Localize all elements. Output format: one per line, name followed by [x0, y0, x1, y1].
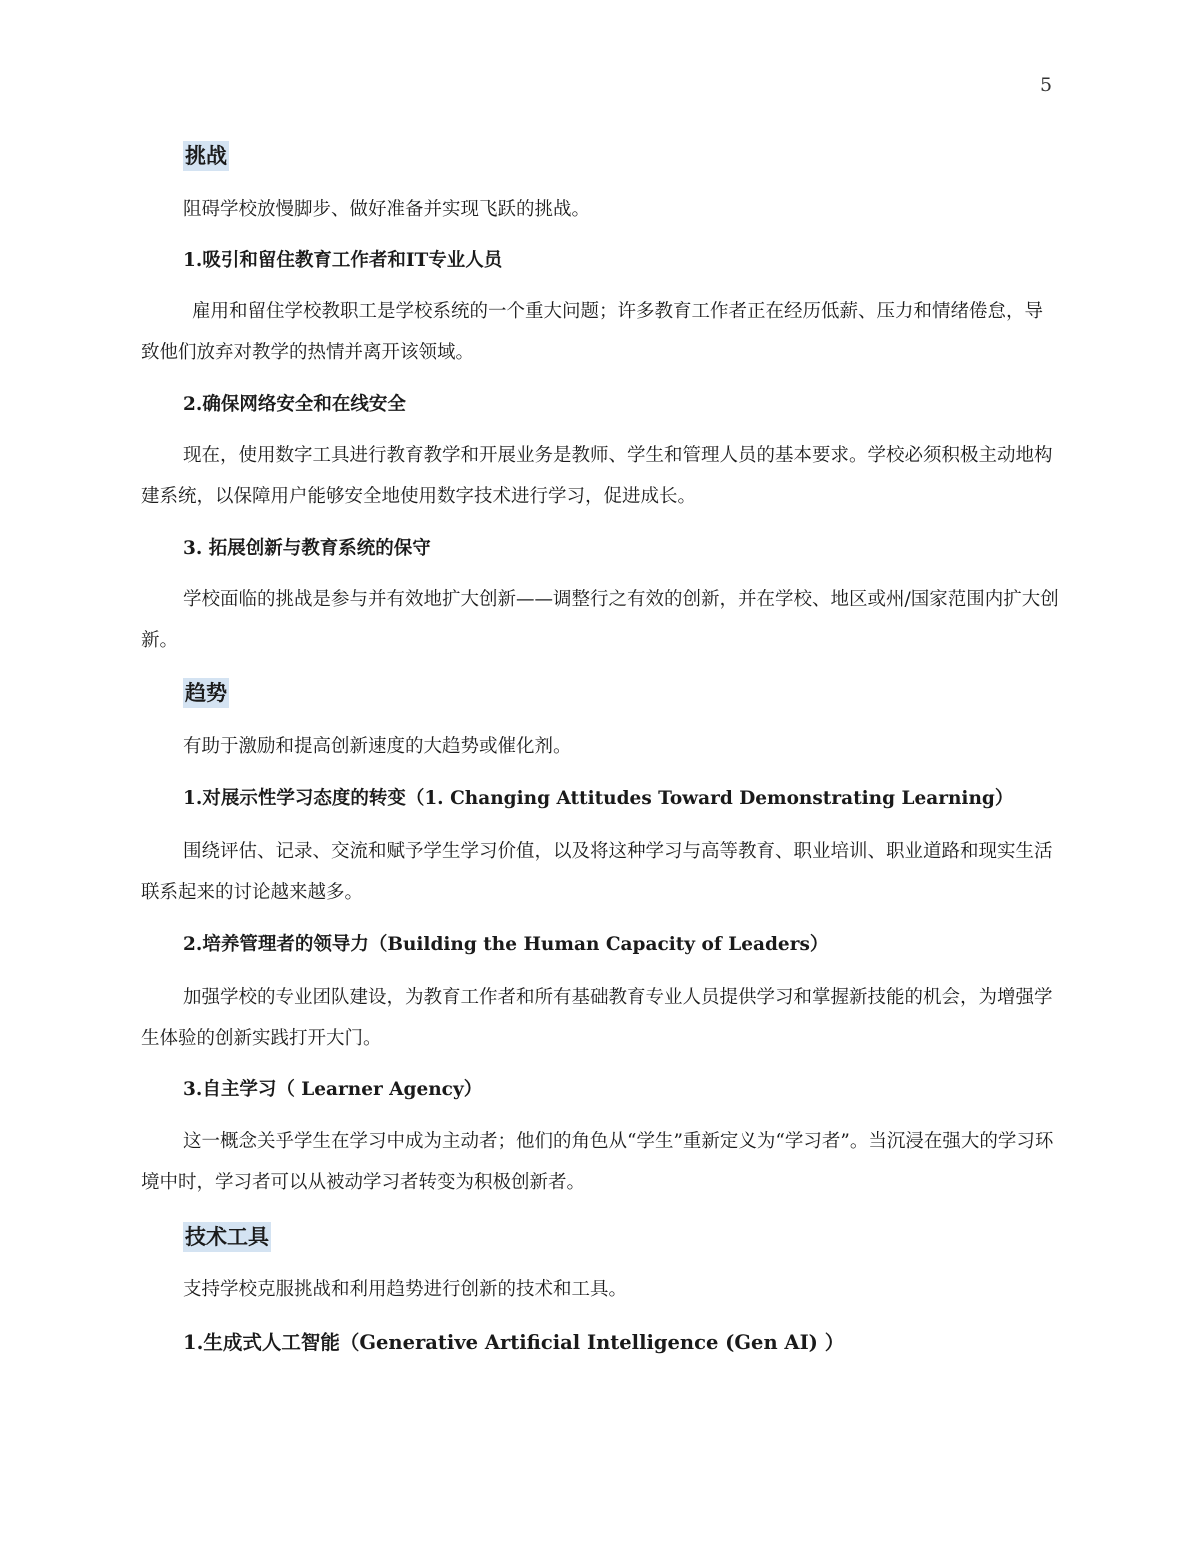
trend-body-1: 围绕评估、记录、交流和赋予学生学习价值，以及将这种学习与高等教育、职业培训、职业道路和现实生活联系起来的讨论越来越多。: [141, 841, 1053, 903]
trend-heading-2: 2.培养管理者的领导力（Building the Human Capacity of Leaders）: [183, 934, 829, 955]
page-number: 5: [1040, 74, 1053, 96]
challenge-body-1: 雇用和留住学校教职工是学校系统的一个重大问题；许多教育工作者正在经历低薪、压力和情绪倦怠，导致他们放弃对教学的热情并离开该领域。: [141, 301, 1044, 363]
section-intro-trends: 有助于激励和提高创新速度的大趋势或催化剂。: [183, 736, 572, 757]
trend-body-2: 加强学校的专业团队建设，为教育工作者和所有基础教育专业人员提供学习和掌握新技能的机会，为增强学生体验的创新实践打开大门。: [141, 987, 1053, 1049]
section-intro-tools: 支持学校克服挑战和利用趋势进行创新的技术和工具。: [183, 1279, 628, 1300]
challenge-heading-2: 2.确保网络安全和在线安全: [183, 394, 406, 415]
section-intro-challenges: 阻碍学校放慢脚步、做好准备并实现飞跃的挑战。: [183, 199, 591, 220]
section-heading-trends: 趋势: [183, 678, 229, 708]
challenge-body-2: 现在，使用数字工具进行教育教学和开展业务是教师、学生和管理人员的基本要求。学校必须积极主动地构建系统，以保障用户能够安全地使用数字技术进行学习，促进成长。: [141, 445, 1053, 507]
tool-heading-1: 1.生成式人工智能（Generative Artificial Intelligence (Gen AI) ）: [183, 1331, 845, 1354]
section-heading-challenges: 挑战: [183, 141, 229, 171]
trend-body-3: 这一概念关乎学生在学习中成为主动者；他们的角色从“学生”重新定义为“学习者”。当沉浸在强大的学习环境中时，学习者可以从被动学习者转变为积极创新者。: [141, 1131, 1054, 1193]
challenge-heading-1: 1.吸引和留住教育工作者和IT专业人员: [183, 250, 503, 271]
trend-heading-1: 1.对展示性学习态度的转变（1. Changing Attitudes Toward Demonstrating Learning）: [183, 788, 1014, 809]
trend-heading-3: 3.自主学习（ Learner Agency）: [183, 1079, 483, 1100]
section-heading-tools: 技术工具: [183, 1222, 271, 1252]
challenge-heading-3: 3. 拓展创新与教育系统的保守: [183, 538, 431, 559]
challenge-body-3: 学校面临的挑战是参与并有效地扩大创新——调整行之有效的创新，并在学校、地区或州/国家范围内扩大创新。: [141, 589, 1059, 651]
